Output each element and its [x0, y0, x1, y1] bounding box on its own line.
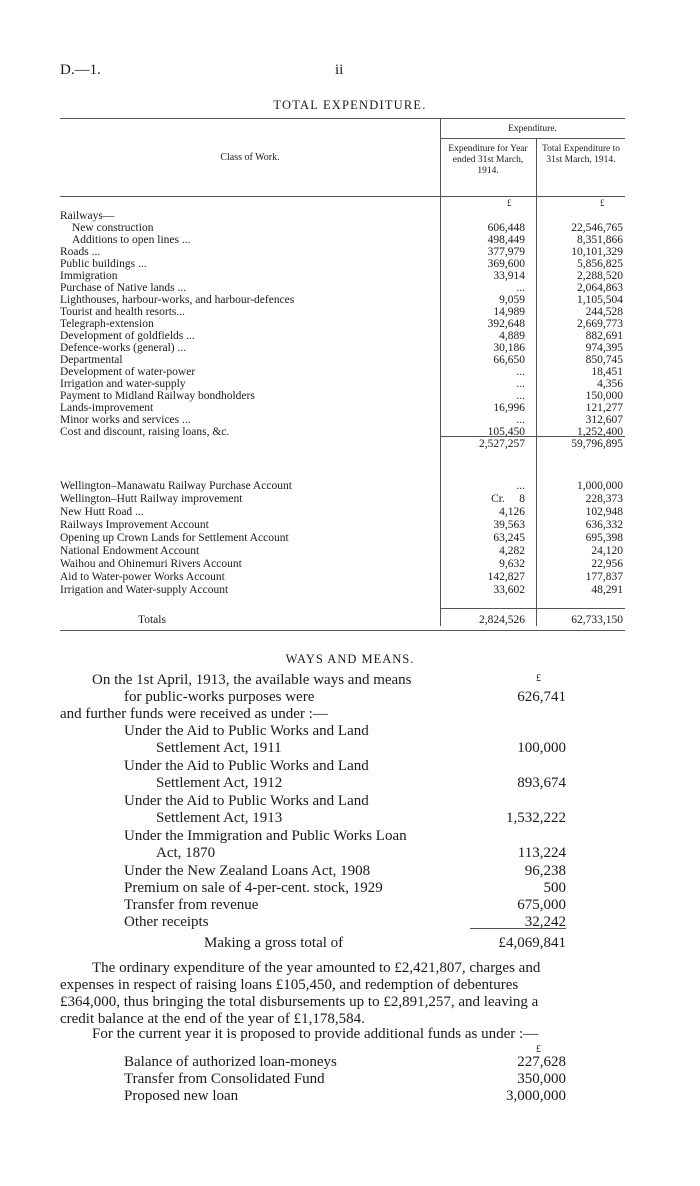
- row-total-value: 22,956: [591, 558, 623, 570]
- row-total-value: 4,356: [597, 378, 623, 390]
- ways-intro-line1: On the 1st April, 1913, the available ways and means: [92, 672, 412, 688]
- row-year-value: 4,889: [499, 330, 525, 342]
- table-row: [60, 584, 625, 597]
- row-total-value: 102,948: [585, 506, 623, 518]
- row-year-value: 33,914: [493, 270, 525, 282]
- row-total-value: 636,332: [585, 519, 623, 531]
- row-year-value: 33,602: [493, 584, 525, 596]
- table-row: [60, 306, 625, 318]
- row-year-value: ...: [516, 282, 525, 294]
- funding-item-amount: 100,000: [517, 740, 566, 756]
- table-row: [60, 282, 625, 294]
- funding-item-line2: Settlement Act, 1911: [156, 740, 282, 756]
- ways-further: and further funds were received as under :—: [60, 706, 328, 722]
- row-label: Departmental: [60, 354, 123, 366]
- row-total-value: 312,607: [585, 414, 623, 426]
- totals-year: 2,824,526: [479, 614, 525, 626]
- row-year-value: ...: [516, 378, 525, 390]
- ways-means-title: WAYS AND MEANS.: [285, 652, 415, 666]
- row-year-value: 105,450: [487, 426, 525, 438]
- row-total-value: 882,691: [585, 330, 623, 342]
- row-total-value: 8,351,866: [577, 234, 623, 246]
- row-year-value: 9,632: [499, 558, 525, 570]
- paragraph1-line2: expenses in respect of raising loans £105,450, and redemption of debentures: [60, 977, 519, 993]
- row-year-value: ...: [516, 366, 525, 378]
- row-year-value: 606,448: [487, 222, 525, 234]
- ways-intro-line2: for public-works purposes were: [124, 689, 315, 705]
- row-label: Defence-works (general) ...: [60, 342, 187, 354]
- row-total-value: 850,745: [585, 354, 623, 366]
- row-label: Roads ...: [60, 246, 101, 258]
- row-year-value: ...: [516, 414, 525, 426]
- funding-item-label: Other receipts: [124, 914, 209, 930]
- totals-row: [60, 614, 625, 627]
- subtotal-year: 2,527,257: [479, 438, 525, 450]
- row-label: Immigration: [60, 270, 118, 282]
- row-year-value: ...: [516, 480, 525, 492]
- table-row: [60, 246, 625, 258]
- funding-item-line2: Settlement Act, 1912: [156, 775, 283, 791]
- table-row: [60, 330, 625, 342]
- funding-item-amount: 500: [543, 880, 566, 896]
- row-total-value: 10,101,329: [571, 246, 623, 258]
- class-of-work-header: Class of Work.: [220, 152, 280, 163]
- table-row: [60, 545, 625, 558]
- table-row: [60, 222, 625, 234]
- table-row: [60, 354, 625, 366]
- page-number: ii: [335, 62, 344, 78]
- row-year-value: ...: [516, 390, 525, 402]
- table-row: [60, 519, 625, 532]
- paragraph1-line4: credit balance at the end of the year of £1,178,584.: [60, 1011, 365, 1027]
- proposed-fund-amount: 3,000,000: [506, 1088, 566, 1104]
- funding-item-label: Under the New Zealand Loans Act, 1908: [124, 863, 371, 879]
- row-year-value: 63,245: [493, 532, 525, 544]
- funding-item-line2: Settlement Act, 1913: [156, 810, 283, 826]
- row-label: New Hutt Road ...: [60, 506, 144, 518]
- proposed-fund-label: Transfer from Consolidated Fund: [124, 1071, 325, 1087]
- row-label: Irrigation and Water-supply Account: [60, 584, 229, 596]
- row-label: Development of goldfields ...: [60, 330, 195, 342]
- funding-item-amount: 893,674: [517, 775, 566, 791]
- row-year-value: 4,126: [499, 506, 525, 518]
- funding-item-line2: Act, 1870: [156, 845, 216, 861]
- row-year-value: 30,186: [493, 342, 525, 354]
- row-label: Irrigation and water-supply: [60, 378, 186, 390]
- row-year-value: 498,449: [487, 234, 525, 246]
- row-label: New construction: [72, 222, 154, 234]
- ways-pound-sign: £: [536, 673, 541, 684]
- row-total-value: 22,546,765: [571, 222, 623, 234]
- table-row: [60, 414, 625, 426]
- funding-item-line1: Under the Aid to Public Works and Land: [124, 793, 369, 809]
- totals-label: Totals: [138, 614, 166, 626]
- proposed-fund-amount: 227,628: [517, 1054, 566, 1070]
- row-label: Development of water-power: [60, 366, 196, 378]
- table-row: [60, 378, 625, 390]
- row-label: Aid to Water-power Works Account: [60, 571, 225, 583]
- total-expenditure-header: Total Expenditure to 31st March, 1914.: [542, 144, 620, 165]
- funding-item-amount: 1,532,222: [506, 810, 566, 826]
- row-year-value: 142,827: [487, 571, 525, 583]
- row-label: Lands-improvement: [60, 402, 154, 414]
- proposed-pound-sign: £: [536, 1044, 541, 1055]
- proposed-fund-amount: 350,000: [517, 1071, 566, 1087]
- row-label: Tourist and health resorts...: [60, 306, 186, 318]
- year-expenditure-header: Expenditure for Year ended 31st March, 1914.: [448, 144, 528, 176]
- row-total-value: 18,451: [591, 366, 623, 378]
- row-label: Purchase of Native lands ...: [60, 282, 187, 294]
- row-label: Wellington–Hutt Railway improvement: [60, 493, 243, 505]
- row-total-value: 2,064,863: [577, 282, 623, 294]
- funding-item-line1: Under the Immigration and Public Works Loan: [124, 828, 407, 844]
- table-row: [60, 532, 625, 545]
- table-row: [60, 506, 625, 519]
- row-label: Opening up Crown Lands for Settlement Account: [60, 532, 289, 544]
- gross-total-amount: £4,069,841: [498, 935, 566, 951]
- table-row: [60, 270, 625, 282]
- subtotal-row: [60, 438, 625, 451]
- funding-item-amount: 32,242: [524, 914, 566, 930]
- funding-item-label: Premium on sale of 4-per-cent. stock, 1929: [124, 880, 383, 896]
- row-total-value: 1,252,400: [577, 426, 623, 438]
- paragraph2: For the current year it is proposed to provide additional funds as under :—: [92, 1026, 539, 1042]
- table-row: [60, 258, 625, 270]
- table-row: [60, 234, 625, 246]
- row-year-value: 66,650: [493, 354, 525, 366]
- row-year-value: 392,648: [487, 318, 525, 330]
- row-total-value: 695,398: [585, 532, 623, 544]
- row-label: Waihou and Ohinemuri Rivers Account: [60, 558, 242, 570]
- row-label: Public buildings ...: [60, 258, 147, 270]
- table-row: [60, 366, 625, 378]
- row-label: Additions to open lines ...: [72, 234, 191, 246]
- row-total-value: 177,837: [585, 571, 623, 583]
- row-total-value: 228,373: [585, 493, 623, 505]
- table-row: [60, 210, 625, 222]
- pound-sign-col1: £: [507, 198, 512, 208]
- row-year-value: 16,996: [493, 402, 525, 414]
- row-total-value: 150,000: [585, 390, 623, 402]
- table-row: [60, 558, 625, 571]
- table-row: [60, 480, 625, 493]
- subtotal-total: 59,796,895: [571, 438, 623, 450]
- row-total-value: 1,105,504: [577, 294, 623, 306]
- funding-item-label: Transfer from revenue: [124, 897, 259, 913]
- paragraph1-line1: The ordinary expenditure of the year amounted to £2,421,807, charges and: [92, 960, 541, 976]
- table-row: [60, 402, 625, 414]
- row-year-value: 369,600: [487, 258, 525, 270]
- row-total-value: 1,000,000: [577, 480, 623, 492]
- row-label: Telegraph-extension: [60, 318, 154, 330]
- row-label: Railways Improvement Account: [60, 519, 209, 531]
- row-total-value: 2,669,773: [577, 318, 623, 330]
- row-year-value: 4,282: [499, 545, 525, 557]
- row-total-value: 121,277: [585, 402, 623, 414]
- group-header: Expenditure.: [508, 124, 557, 134]
- row-label: Lighthouses, harbour-works, and harbour-defences: [60, 294, 295, 306]
- table-row: [60, 342, 625, 354]
- row-year-value: 39,563: [493, 519, 525, 531]
- funding-item-line1: Under the Aid to Public Works and Land: [124, 758, 369, 774]
- gross-total-label: Making a gross total of: [204, 935, 344, 951]
- row-label: Wellington–Manawatu Railway Purchase Account: [60, 480, 292, 492]
- paragraph1-line3: £364,000, thus bringing the total disbursements up to £2,891,257, and leaving a: [60, 994, 539, 1010]
- row-year-value: 9,059: [499, 294, 525, 306]
- proposed-fund-label: Balance of authorized loan-moneys: [124, 1054, 337, 1070]
- row-year-value: 14,989: [493, 306, 525, 318]
- row-label: Cost and discount, raising loans, &c.: [60, 426, 230, 438]
- row-label: Payment to Midland Railway bondholders: [60, 390, 255, 402]
- row-total-value: 5,856,825: [577, 258, 623, 270]
- table-row: [60, 571, 625, 584]
- document-reference: D.—1.: [60, 62, 101, 78]
- totals-total: 62,733,150: [571, 614, 623, 626]
- row-year-value: 377,979: [487, 246, 525, 258]
- page-title: TOTAL EXPENDITURE.: [273, 98, 427, 112]
- table-row: [60, 390, 625, 402]
- table-row: [60, 318, 625, 330]
- proposed-fund-label: Proposed new loan: [124, 1088, 239, 1104]
- row-total-value: 2,288,520: [577, 270, 623, 282]
- row-label: National Endowment Account: [60, 545, 200, 557]
- row-year-value: Cr. 8: [491, 493, 525, 505]
- row-label: Railways—: [60, 210, 115, 222]
- funding-item-line1: Under the Aid to Public Works and Land: [124, 723, 369, 739]
- row-total-value: 244,528: [585, 306, 623, 318]
- row-label: Minor works and services ...: [60, 414, 191, 426]
- funding-item-amount: 675,000: [517, 897, 566, 913]
- pound-sign-col2: £: [600, 198, 605, 208]
- row-total-value: 974,395: [585, 342, 623, 354]
- ways-intro-amount: 626,741: [517, 689, 566, 705]
- table-row: [60, 493, 625, 506]
- table-row: [60, 294, 625, 306]
- funding-item-amount: 113,224: [517, 845, 566, 861]
- funding-item-amount: 96,238: [524, 863, 566, 879]
- row-total-value: 24,120: [591, 545, 623, 557]
- row-total-value: 48,291: [591, 584, 623, 596]
